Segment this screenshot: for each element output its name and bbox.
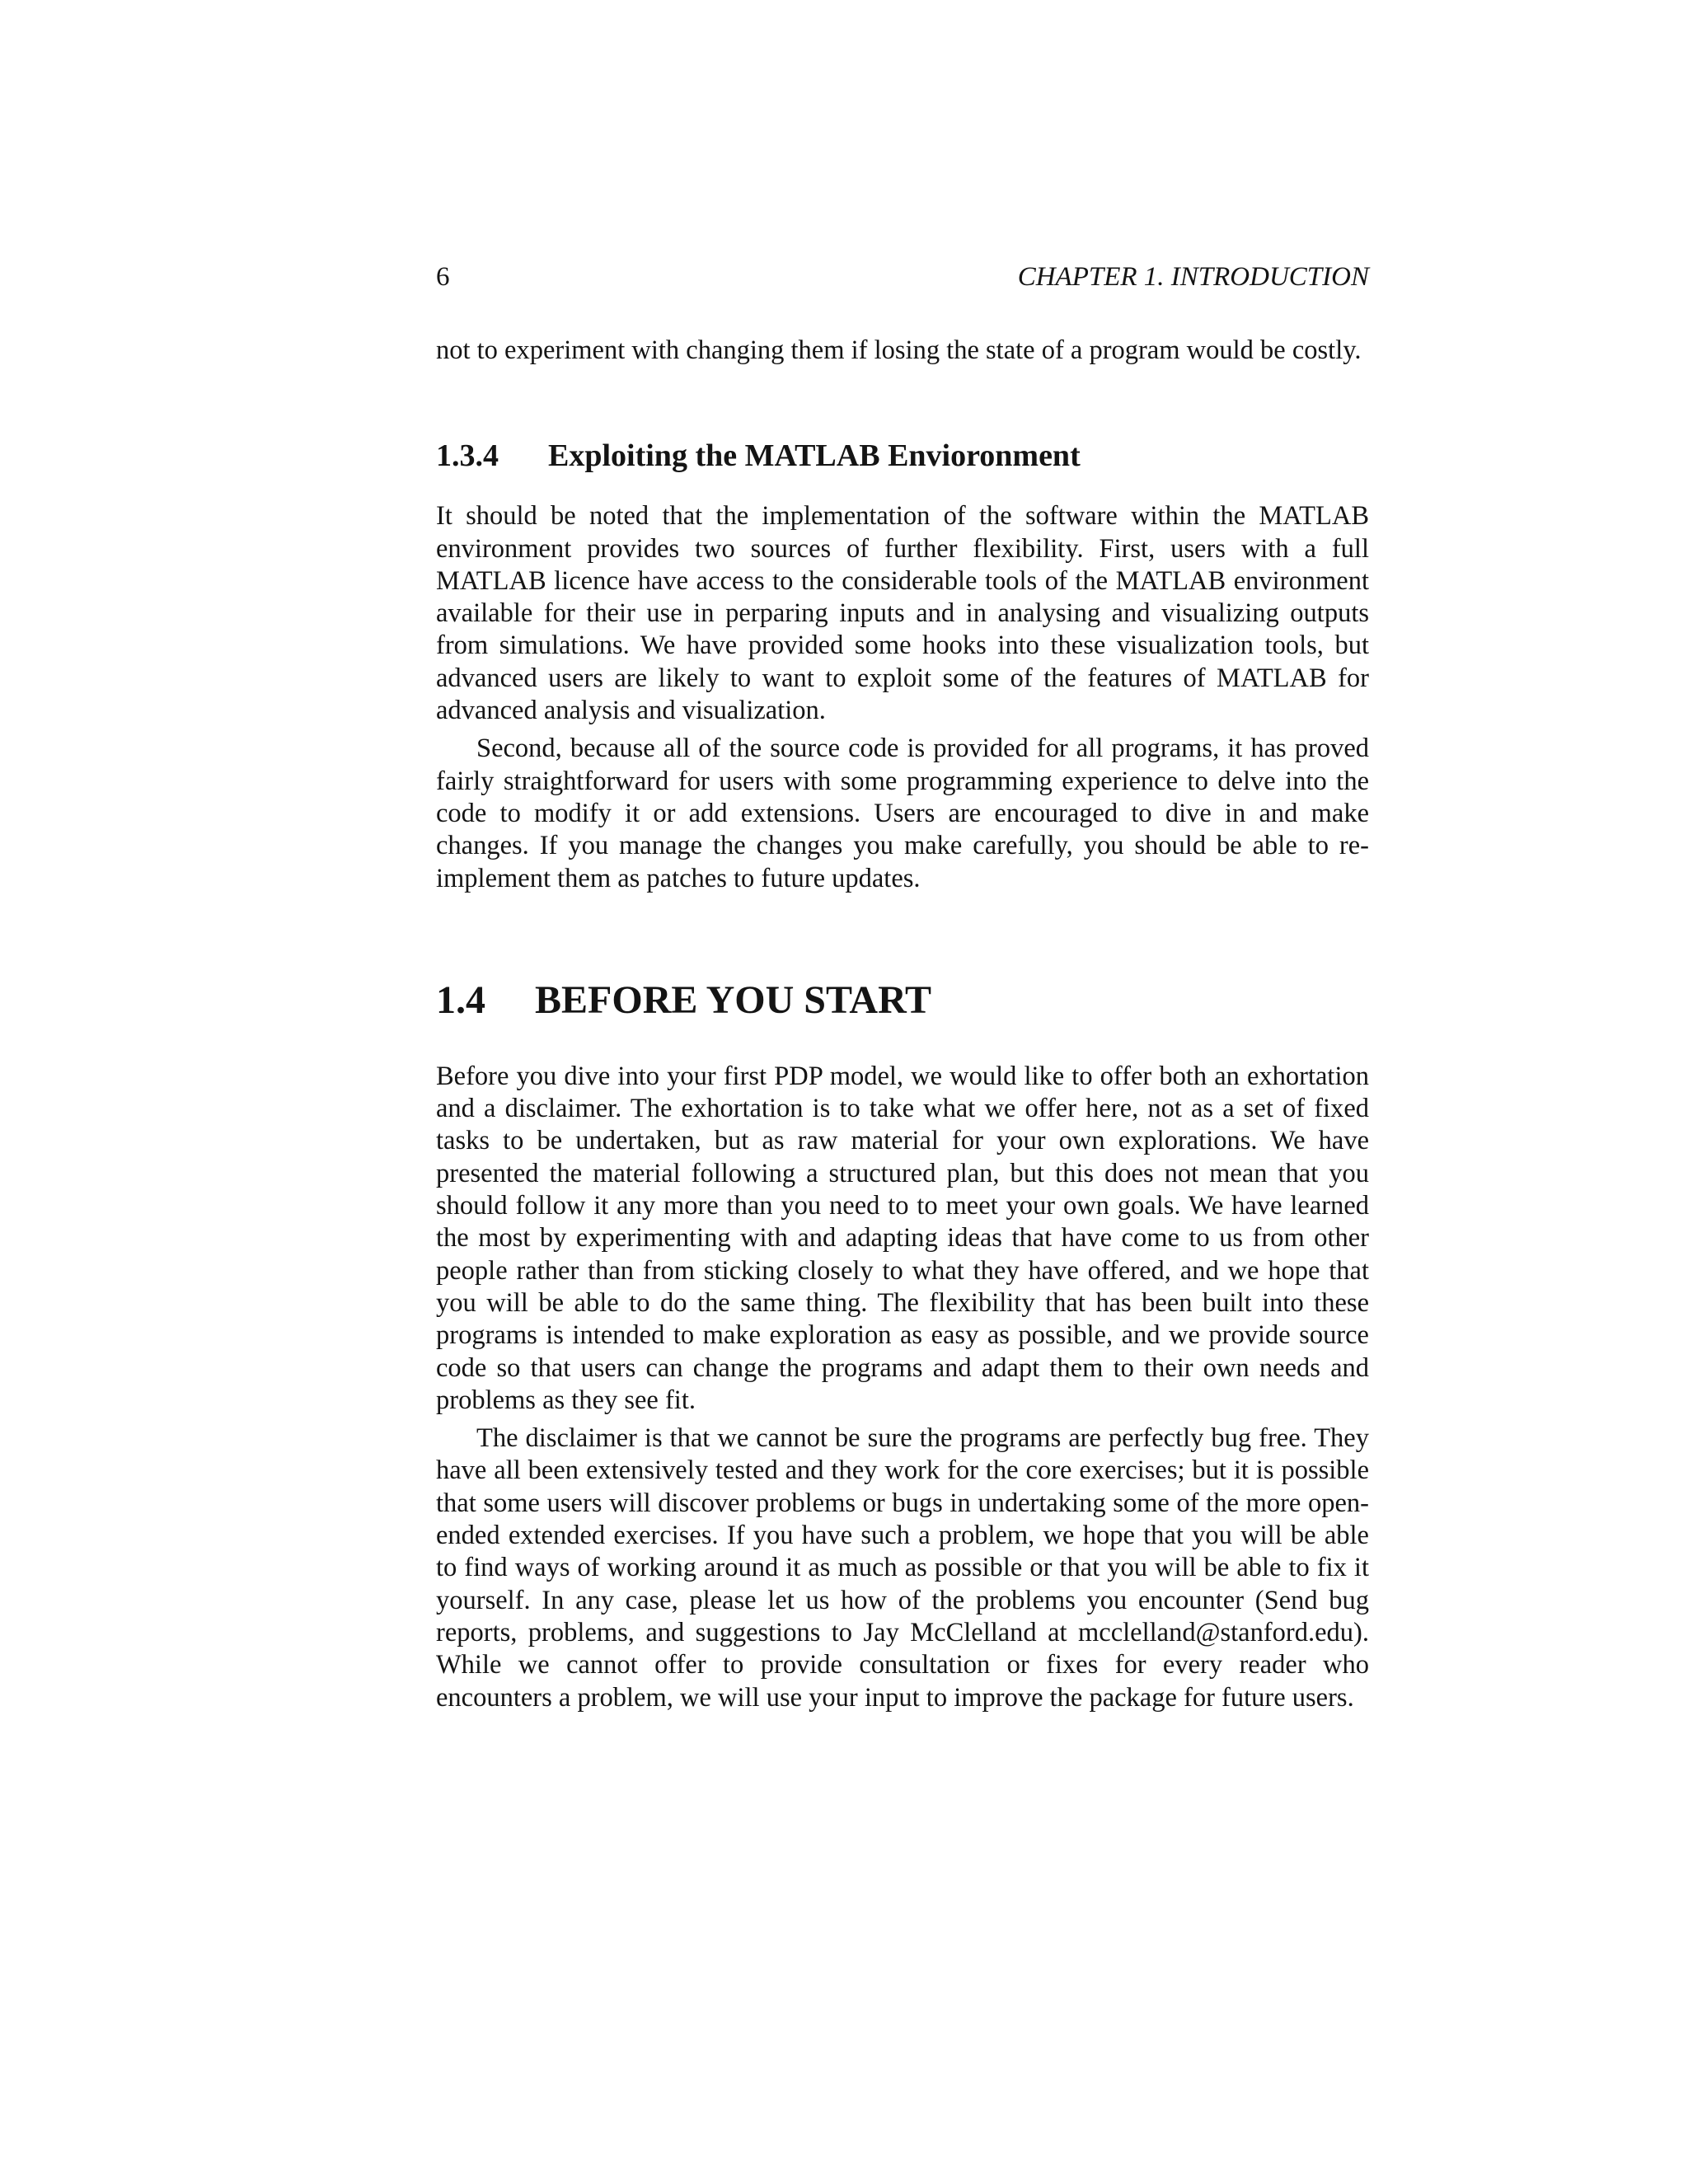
running-head <box>436 260 1369 293</box>
continued-paragraph: not to experiment with changing them if losing the state of a program would be costly. <box>436 335 1362 365</box>
chapter-running-title: CHAPTER 1. INTRODUCTION <box>1017 262 1369 292</box>
section-number: 1.4 <box>436 977 485 1022</box>
page-number: 6 <box>436 262 450 292</box>
subsection-title: Exploiting the MATLAB Envioronment <box>548 438 1081 474</box>
section-body <box>436 1061 1369 1714</box>
section-heading <box>436 976 1369 1025</box>
subsection-heading <box>436 436 1369 476</box>
document-page <box>436 260 1369 1714</box>
section-title: BEFORE YOU START <box>535 977 932 1022</box>
body-paragraph: Before you dive into your first PDP model, we would like to offer both an exhortation and a disclaimer. The exhortation is to take what we offer here, not as a set of fixed tasks to be undertaken, but as raw material for your own explorations. We have presented the material following a structured plan, but this does not mean that you should follow it any more than you need to to meet your own goals. We have learned the most by experimenting with and adapting ideas that have come to us from other people rather than from sticking closely to what they have offered, and we hope that you will be able to do the same thing. The flexibility that has been built into these programs is intended to make exploration as easy as possible, and we provide source code so that users can change the programs and adapt them to their own needs and problems as they see fit. <box>436 1061 1369 1415</box>
body-paragraph: Second, because all of the source code is provided for all programs, it has proved fairly straightforward for users with some programming experience to delve into the code to modify it or add extensions. Users are encouraged to dive in and make changes. If you manage the changes you make carefully, you should be able to re-implement them as patches to future updates. <box>436 733 1369 893</box>
subsection-number: 1.3.4 <box>436 438 499 474</box>
continued-text-block <box>436 335 1369 367</box>
subsection-body <box>436 500 1369 895</box>
body-paragraph: It should be noted that the implementation of the software within the MATLAB environment provides two sources of further flexibility. First, users with a full MATLAB licence have access to the considerable tools of the MATLAB environment available for their use in perparing inputs and in analysing and visualizing outputs from simulations. We have provided some hooks into these visualization tools, but advanced users are likely to want to exploit some of the features of MATLAB for advanced analysis and visualization. <box>436 501 1369 726</box>
body-paragraph: The disclaimer is that we cannot be sure the programs are perfectly bug free. They have all been extensively tested and they work for the core exercises; but it is possible that some users will discover problems or bugs in undertaking some of the more open-ended extended exercises. If you have such a problem, we hope that you will be able to find ways of working around it as much as possible or that you will be able to fix it yourself. In any case, please let us how of the problems you encounter (Send bug reports, problems, and suggestions to Jay McClelland at mcclelland@stanford.edu). While we cannot offer to provide consultation or fixes for every reader who encounters a problem, we will use your input to improve the package for future users. <box>436 1423 1369 1713</box>
